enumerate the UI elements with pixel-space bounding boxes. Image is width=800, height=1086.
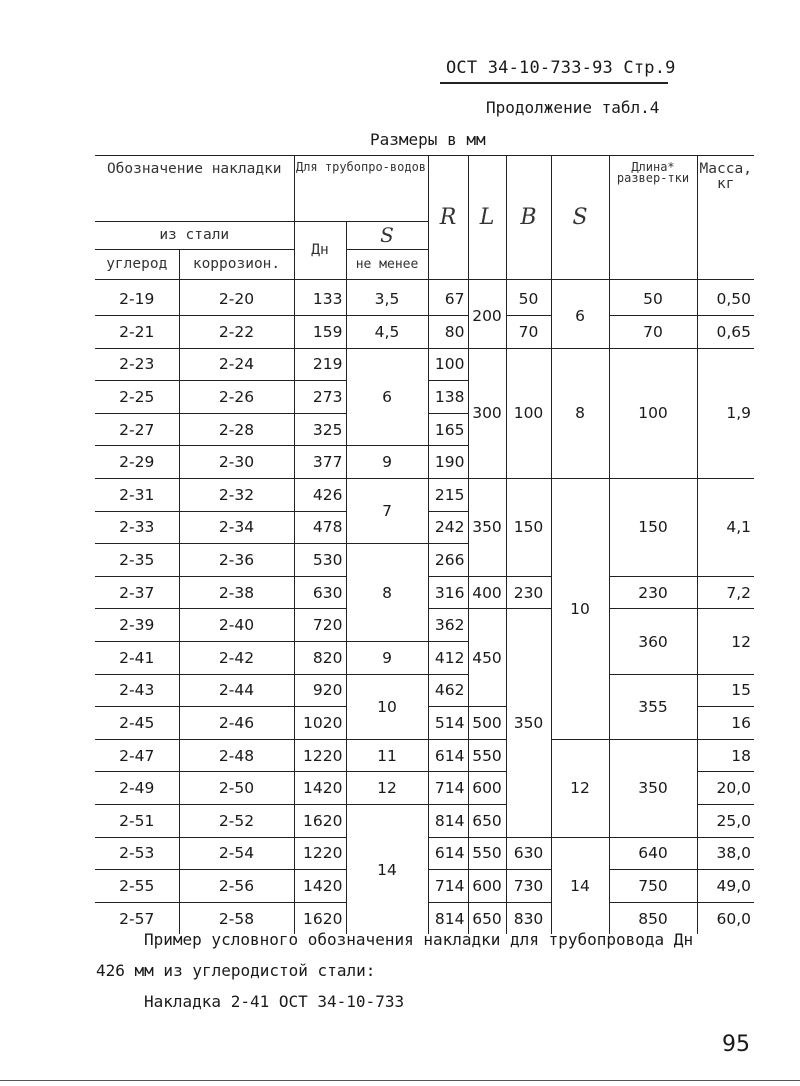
r-cell: 514 <box>428 707 468 740</box>
carbon-designation-cell: 2-25 <box>95 381 179 414</box>
units-label: Размеры в мм <box>370 130 486 149</box>
carbon-designation-cell: 2-33 <box>95 511 179 544</box>
s-cell: 12 <box>551 739 609 837</box>
document-code: ОСТ 34-10-733-93 Стр.9 <box>446 58 676 78</box>
corrosion-designation-cell: 2-24 <box>179 348 294 381</box>
l-cell: 200 <box>468 284 506 349</box>
r-cell: 100 <box>428 348 468 381</box>
l-cell: 550 <box>468 739 506 772</box>
dimensions-table <box>95 155 754 934</box>
dn-cell: 1220 <box>294 739 346 772</box>
page-number: 95 <box>722 1032 750 1057</box>
corrosion-designation-cell: 2-46 <box>179 707 294 740</box>
carbon-designation-cell: 2-41 <box>95 642 179 675</box>
b-cell: 730 <box>506 870 551 903</box>
corrosion-designation-cell: 2-28 <box>179 413 294 446</box>
dn-cell: 377 <box>294 446 346 479</box>
l-cell: 600 <box>468 772 506 805</box>
carbon-designation-cell: 2-27 <box>95 413 179 446</box>
corrosion-designation-cell: 2-38 <box>179 576 294 609</box>
corrosion-designation-cell: 2-34 <box>179 511 294 544</box>
r-cell: 814 <box>428 902 468 934</box>
corrosion-designation-cell: 2-54 <box>179 837 294 870</box>
mass-cell: 1,9 <box>697 348 754 478</box>
carbon-designation-cell: 2-39 <box>95 609 179 642</box>
s-min-cell: 7 <box>346 479 428 544</box>
r-cell: 242 <box>428 511 468 544</box>
r-cell: 266 <box>428 544 468 577</box>
mass-cell: 0,50 <box>697 284 754 316</box>
table-row <box>95 479 754 512</box>
s-symbol-header: S <box>346 222 428 250</box>
corrosion-designation-cell: 2-42 <box>179 642 294 675</box>
r-cell: 462 <box>428 674 468 707</box>
corrosion-designation-cell: 2-20 <box>179 284 294 316</box>
length-cell: 850 <box>609 902 697 934</box>
mass-cell: 15 <box>697 674 754 707</box>
r-cell: 215 <box>428 479 468 512</box>
example-line-2: 426 мм из углеродистой стали: <box>96 961 376 980</box>
corrosion-designation-cell: 2-44 <box>179 674 294 707</box>
dn-header: Дн <box>294 222 346 280</box>
b-cell: 630 <box>506 837 551 870</box>
length-cell: 150 <box>609 479 697 577</box>
dn-cell: 920 <box>294 674 346 707</box>
r-cell: 165 <box>428 413 468 446</box>
r-cell: 814 <box>428 805 468 838</box>
dn-cell: 1220 <box>294 837 346 870</box>
dn-cell: 820 <box>294 642 346 675</box>
length-cell: 50 <box>609 284 697 316</box>
table-row <box>95 739 754 772</box>
carbon-designation-cell: 2-35 <box>95 544 179 577</box>
r-cell: 714 <box>428 870 468 903</box>
s-min-cell: 8 <box>346 544 428 642</box>
mass-cell: 38,0 <box>697 837 754 870</box>
dn-cell: 426 <box>294 479 346 512</box>
corrosion-designation-cell: 2-52 <box>179 805 294 838</box>
corrosion-designation-cell: 2-30 <box>179 446 294 479</box>
bottom-rule <box>0 1080 800 1081</box>
dn-cell: 1420 <box>294 870 346 903</box>
r-cell: 190 <box>428 446 468 479</box>
s-min-cell: 6 <box>346 348 428 446</box>
carbon-designation-cell: 2-21 <box>95 316 179 349</box>
length-cell: 355 <box>609 674 697 739</box>
b-cell: 100 <box>506 348 551 478</box>
mass-cell: 4,1 <box>697 479 754 577</box>
example-line-3: Накладка 2-41 ОСТ 34-10-733 <box>144 992 405 1011</box>
length-cell: 360 <box>609 609 697 674</box>
b-cell: 70 <box>506 316 551 349</box>
dn-cell: 1620 <box>294 805 346 838</box>
table-continuation-label: Продолжение табл.4 <box>486 98 660 117</box>
b-cell: 150 <box>506 479 551 577</box>
example-line-1: Пример условного обозначения накладки для трубопровода Дн <box>144 930 694 949</box>
dn-cell: 478 <box>294 511 346 544</box>
dn-cell: 159 <box>294 316 346 349</box>
mass-cell: 7,2 <box>697 576 754 609</box>
r-header: R <box>428 156 468 280</box>
mass-cell: 18 <box>697 739 754 772</box>
carbon-designation-cell: 2-57 <box>95 902 179 934</box>
carbon-designation-cell: 2-23 <box>95 348 179 381</box>
l-cell: 650 <box>468 902 506 934</box>
s-min-cell: 3,5 <box>346 284 428 316</box>
length-cell: 350 <box>609 739 697 837</box>
s-min-cell: 14 <box>346 805 428 935</box>
dn-cell: 720 <box>294 609 346 642</box>
carbon-designation-cell: 2-51 <box>95 805 179 838</box>
header-underline <box>440 82 668 84</box>
dn-cell: 219 <box>294 348 346 381</box>
length-header: Длина* развер-тки <box>609 156 697 280</box>
mass-cell: 0,65 <box>697 316 754 349</box>
l-cell: 350 <box>468 479 506 577</box>
corrosion-designation-cell: 2-22 <box>179 316 294 349</box>
r-cell: 614 <box>428 837 468 870</box>
table-row <box>95 674 754 707</box>
corrosion-designation-cell: 2-40 <box>179 609 294 642</box>
s-min-cell: 9 <box>346 642 428 675</box>
corrosion-designation-cell: 2-50 <box>179 772 294 805</box>
l-cell: 450 <box>468 609 506 707</box>
l-cell: 550 <box>468 837 506 870</box>
carbon-header: углерод <box>95 250 179 280</box>
s-cell: 8 <box>551 348 609 478</box>
s-min-cell: 11 <box>346 739 428 772</box>
b-cell: 50 <box>506 284 551 316</box>
b-cell: 230 <box>506 576 551 609</box>
corrosion-header: коррозион. <box>179 250 294 280</box>
steel-header: из стали <box>95 222 294 250</box>
corrosion-designation-cell: 2-48 <box>179 739 294 772</box>
r-cell: 67 <box>428 284 468 316</box>
carbon-designation-cell: 2-43 <box>95 674 179 707</box>
dn-cell: 530 <box>294 544 346 577</box>
table-row <box>95 284 754 316</box>
b-cell: 830 <box>506 902 551 934</box>
l-header: L <box>468 156 506 280</box>
l-cell: 400 <box>468 576 506 609</box>
b-header: B <box>506 156 551 280</box>
dn-cell: 1020 <box>294 707 346 740</box>
carbon-designation-cell: 2-47 <box>95 739 179 772</box>
mass-cell: 60,0 <box>697 902 754 934</box>
carbon-designation-cell: 2-49 <box>95 772 179 805</box>
mass-cell: 25,0 <box>697 805 754 838</box>
length-cell: 640 <box>609 837 697 870</box>
s-cell: 10 <box>551 479 609 740</box>
s-cell: 6 <box>551 284 609 349</box>
s-min-cell: 10 <box>346 674 428 739</box>
dn-cell: 1420 <box>294 772 346 805</box>
corrosion-designation-cell: 2-58 <box>179 902 294 934</box>
b-cell: 350 <box>506 609 551 837</box>
corrosion-designation-cell: 2-36 <box>179 544 294 577</box>
carbon-designation-cell: 2-31 <box>95 479 179 512</box>
dn-cell: 1620 <box>294 902 346 934</box>
corrosion-designation-cell: 2-26 <box>179 381 294 414</box>
mass-header: Масса, кг <box>697 156 754 280</box>
pipeline-header: Для трубопро-водов <box>294 156 428 222</box>
r-cell: 138 <box>428 381 468 414</box>
length-cell: 750 <box>609 870 697 903</box>
carbon-designation-cell: 2-55 <box>95 870 179 903</box>
s-min-cell: 9 <box>346 446 428 479</box>
corrosion-designation-cell: 2-56 <box>179 870 294 903</box>
s-cell: 14 <box>551 837 609 934</box>
length-cell: 70 <box>609 316 697 349</box>
dn-cell: 325 <box>294 413 346 446</box>
mass-cell: 12 <box>697 609 754 674</box>
length-cell: 100 <box>609 348 697 478</box>
r-cell: 714 <box>428 772 468 805</box>
carbon-designation-cell: 2-19 <box>95 284 179 316</box>
dn-cell: 630 <box>294 576 346 609</box>
carbon-designation-cell: 2-29 <box>95 446 179 479</box>
s-min-cell: 12 <box>346 772 428 805</box>
dn-cell: 273 <box>294 381 346 414</box>
s-min-header: не менее <box>346 250 428 280</box>
s-header: S <box>551 156 609 280</box>
table-row <box>95 316 754 349</box>
r-cell: 412 <box>428 642 468 675</box>
l-cell: 300 <box>468 348 506 478</box>
mass-cell: 16 <box>697 707 754 740</box>
l-cell: 650 <box>468 805 506 838</box>
mass-cell: 49,0 <box>697 870 754 903</box>
mass-cell: 20,0 <box>697 772 754 805</box>
dn-cell: 133 <box>294 284 346 316</box>
l-cell: 600 <box>468 870 506 903</box>
corrosion-designation-cell: 2-32 <box>179 479 294 512</box>
s-min-cell: 4,5 <box>346 316 428 349</box>
l-cell: 500 <box>468 707 506 740</box>
length-cell: 230 <box>609 576 697 609</box>
r-cell: 316 <box>428 576 468 609</box>
r-cell: 80 <box>428 316 468 349</box>
carbon-designation-cell: 2-37 <box>95 576 179 609</box>
r-cell: 362 <box>428 609 468 642</box>
r-cell: 614 <box>428 739 468 772</box>
carbon-designation-cell: 2-45 <box>95 707 179 740</box>
designation-header: Обозначение накладки <box>95 156 294 222</box>
carbon-designation-cell: 2-53 <box>95 837 179 870</box>
table-row <box>95 348 754 381</box>
